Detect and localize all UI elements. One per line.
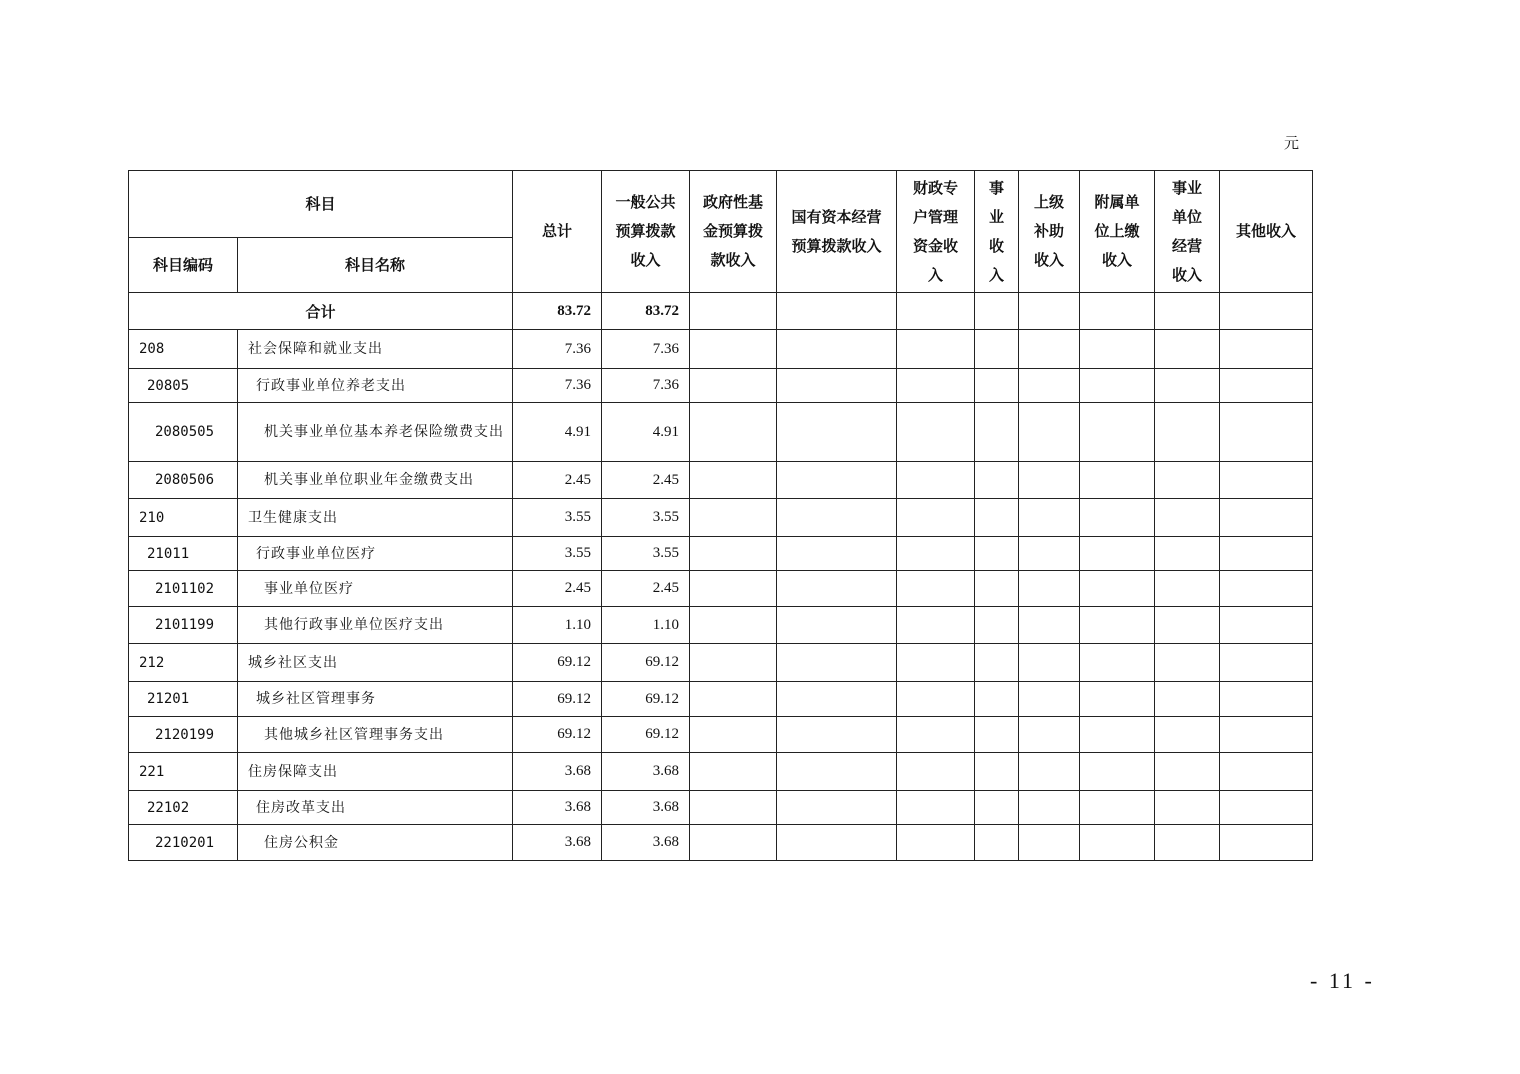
empty-cell — [777, 682, 897, 717]
row-code: 2080506 — [129, 462, 238, 499]
row-total: 1.10 — [513, 607, 602, 644]
empty-cell — [1080, 825, 1155, 861]
empty-cell — [1155, 791, 1220, 825]
row-code: 221 — [129, 753, 238, 791]
page-number: - 11 - — [1310, 968, 1375, 993]
empty-cell — [1155, 537, 1220, 571]
empty-cell — [690, 607, 777, 644]
empty-cell — [777, 537, 897, 571]
empty-cell — [975, 644, 1019, 682]
total-total: 83.72 — [513, 293, 602, 330]
total-row — [129, 293, 1313, 330]
empty-cell — [1019, 499, 1080, 537]
row-name: 机关事业单位职业年金缴费支出 — [238, 462, 513, 499]
empty-cell — [975, 791, 1019, 825]
empty-cell — [690, 717, 777, 753]
empty-cell — [1019, 537, 1080, 571]
empty-cell — [690, 403, 777, 462]
row-general: 3.55 — [602, 499, 690, 537]
row-total: 3.68 — [513, 753, 602, 791]
empty-cell — [1155, 753, 1220, 791]
empty-cell — [897, 644, 975, 682]
empty-cell — [690, 462, 777, 499]
row-name: 其他行政事业单位医疗支出 — [238, 607, 513, 644]
empty-cell — [1220, 717, 1313, 753]
row-general: 2.45 — [602, 462, 690, 499]
header-fiscal-account: 财政专户管理资金收入 — [897, 171, 975, 293]
empty-cell — [1220, 499, 1313, 537]
header-general-budget: 一般公共预算拨款收入 — [602, 171, 690, 293]
unit-label: 元 — [1284, 134, 1300, 152]
empty-cell — [1080, 791, 1155, 825]
row-general: 2.45 — [602, 571, 690, 607]
empty-cell — [897, 791, 975, 825]
empty-cell — [1155, 717, 1220, 753]
empty-cell — [897, 753, 975, 791]
empty-cell — [777, 825, 897, 861]
table-row — [129, 403, 1313, 462]
row-total: 3.55 — [513, 537, 602, 571]
row-total: 3.68 — [513, 825, 602, 861]
row-total: 4.91 — [513, 403, 602, 462]
empty-cell — [897, 462, 975, 499]
empty-cell — [1080, 537, 1155, 571]
empty-cell — [777, 791, 897, 825]
empty-cell — [897, 717, 975, 753]
row-code: 2080505 — [129, 403, 238, 462]
empty-cell — [1019, 571, 1080, 607]
empty-cell — [1019, 330, 1080, 369]
empty-cell — [1155, 682, 1220, 717]
row-name: 社会保障和就业支出 — [238, 330, 513, 369]
row-code: 2101102 — [129, 571, 238, 607]
row-total: 69.12 — [513, 644, 602, 682]
table-row — [129, 791, 1313, 825]
table-row — [129, 571, 1313, 607]
table-row — [129, 644, 1313, 682]
empty-cell — [897, 607, 975, 644]
empty-cell — [1220, 825, 1313, 861]
table-row — [129, 330, 1313, 369]
empty-cell — [1080, 571, 1155, 607]
row-general: 7.36 — [602, 369, 690, 403]
empty-cell — [975, 330, 1019, 369]
empty-cell — [897, 682, 975, 717]
row-name: 行政事业单位医疗 — [238, 537, 513, 571]
row-name: 住房改革支出 — [238, 791, 513, 825]
total-label: 合计 — [129, 293, 513, 330]
empty-cell — [1220, 791, 1313, 825]
table-row — [129, 682, 1313, 717]
header-business: 事业收入 — [975, 171, 1019, 293]
row-total: 7.36 — [513, 330, 602, 369]
empty-cell — [897, 825, 975, 861]
empty-cell — [1155, 825, 1220, 861]
empty-cell — [1220, 571, 1313, 607]
empty-cell — [975, 682, 1019, 717]
row-name: 住房保障支出 — [238, 753, 513, 791]
empty-cell — [1019, 607, 1080, 644]
empty-cell — [1019, 462, 1080, 499]
table-row — [129, 825, 1313, 861]
row-code: 22102 — [129, 791, 238, 825]
empty-cell — [777, 571, 897, 607]
empty-cell — [975, 537, 1019, 571]
empty-cell — [1080, 607, 1155, 644]
empty-cell — [1080, 499, 1155, 537]
row-code: 208 — [129, 330, 238, 369]
row-code: 2120199 — [129, 717, 238, 753]
row-name: 其他城乡社区管理事务支出 — [238, 717, 513, 753]
header-total: 总计 — [513, 171, 602, 293]
empty-cell — [1220, 330, 1313, 369]
empty-cell — [1080, 753, 1155, 791]
empty-cell — [1220, 403, 1313, 462]
empty-cell — [1155, 403, 1220, 462]
empty-cell — [1155, 462, 1220, 499]
row-code: 20805 — [129, 369, 238, 403]
row-name: 机关事业单位基本养老保险缴费支出 — [238, 403, 513, 462]
row-code: 2210201 — [129, 825, 238, 861]
row-name: 住房公积金 — [238, 825, 513, 861]
row-name: 行政事业单位养老支出 — [238, 369, 513, 403]
row-total: 69.12 — [513, 682, 602, 717]
empty-cell — [777, 717, 897, 753]
empty-cell — [1220, 644, 1313, 682]
row-code: 21011 — [129, 537, 238, 571]
empty-cell — [1155, 571, 1220, 607]
empty-cell — [690, 369, 777, 403]
empty-cell — [1080, 644, 1155, 682]
row-general: 69.12 — [602, 682, 690, 717]
empty-cell — [975, 717, 1019, 753]
empty-cell — [777, 330, 897, 369]
empty-cell — [1019, 403, 1080, 462]
empty-cell — [1080, 462, 1155, 499]
empty-cell — [1019, 753, 1080, 791]
empty-cell — [975, 462, 1019, 499]
row-general: 4.91 — [602, 403, 690, 462]
empty-cell — [1220, 462, 1313, 499]
table-row — [129, 462, 1313, 499]
header-superior-subsidy: 上级补助收入 — [1019, 171, 1080, 293]
row-general: 3.68 — [602, 791, 690, 825]
row-general: 3.68 — [602, 825, 690, 861]
row-total: 7.36 — [513, 369, 602, 403]
row-general: 3.55 — [602, 537, 690, 571]
empty-cell — [690, 644, 777, 682]
empty-cell — [1019, 825, 1080, 861]
table-row — [129, 369, 1313, 403]
empty-cell — [777, 753, 897, 791]
empty-cell — [975, 499, 1019, 537]
row-name: 卫生健康支出 — [238, 499, 513, 537]
empty-cell — [690, 825, 777, 861]
empty-cell — [1080, 330, 1155, 369]
empty-cell — [777, 644, 897, 682]
empty-cell — [897, 537, 975, 571]
row-code: 210 — [129, 499, 238, 537]
header-name: 科目名称 — [238, 238, 513, 293]
empty-cell — [1220, 369, 1313, 403]
empty-cell — [1220, 753, 1313, 791]
empty-cell — [690, 753, 777, 791]
row-code: 21201 — [129, 682, 238, 717]
header-subject: 科目 — [129, 171, 513, 238]
empty-cell — [1155, 607, 1220, 644]
empty-cell — [1155, 499, 1220, 537]
row-name: 城乡社区支出 — [238, 644, 513, 682]
empty-cell — [897, 330, 975, 369]
empty-cell — [690, 537, 777, 571]
row-general: 69.12 — [602, 717, 690, 753]
empty-cell — [975, 825, 1019, 861]
empty-cell — [1080, 682, 1155, 717]
header-code: 科目编码 — [129, 238, 238, 293]
empty-cell — [1220, 537, 1313, 571]
empty-cell — [1155, 330, 1220, 369]
header-state-capital: 国有资本经营预算拨款收入 — [777, 171, 897, 293]
empty-cell — [690, 571, 777, 607]
empty-cell — [690, 330, 777, 369]
row-total: 3.68 — [513, 791, 602, 825]
row-total: 2.45 — [513, 571, 602, 607]
empty-cell — [897, 571, 975, 607]
header-affiliated: 附属单位上缴收入 — [1080, 171, 1155, 293]
row-total: 69.12 — [513, 717, 602, 753]
total-general: 83.72 — [602, 293, 690, 330]
empty-cell — [897, 499, 975, 537]
empty-cell — [975, 753, 1019, 791]
row-general: 7.36 — [602, 330, 690, 369]
empty-cell — [897, 369, 975, 403]
header-business-ops: 事业单位经营收入 — [1155, 171, 1220, 293]
empty-cell — [1019, 682, 1080, 717]
table-row — [129, 753, 1313, 791]
table-row — [129, 499, 1313, 537]
row-general: 69.12 — [602, 644, 690, 682]
empty-cell — [1019, 644, 1080, 682]
table-row — [129, 537, 1313, 571]
empty-cell — [1220, 607, 1313, 644]
table-row — [129, 607, 1313, 644]
row-total: 3.55 — [513, 499, 602, 537]
empty-cell — [1019, 717, 1080, 753]
empty-cell — [1080, 717, 1155, 753]
empty-cell — [975, 571, 1019, 607]
empty-cell — [777, 369, 897, 403]
empty-cell — [1019, 369, 1080, 403]
row-name: 城乡社区管理事务 — [238, 682, 513, 717]
budget-income-table — [128, 170, 1313, 861]
row-general: 1.10 — [602, 607, 690, 644]
empty-cell — [777, 462, 897, 499]
row-code: 2101199 — [129, 607, 238, 644]
empty-cell — [975, 607, 1019, 644]
row-name: 事业单位医疗 — [238, 571, 513, 607]
table-row — [129, 717, 1313, 753]
row-code: 212 — [129, 644, 238, 682]
row-general: 3.68 — [602, 753, 690, 791]
empty-cell — [690, 499, 777, 537]
header-gov-fund: 政府性基金预算拨款收入 — [690, 171, 777, 293]
empty-cell — [690, 682, 777, 717]
row-total: 2.45 — [513, 462, 602, 499]
empty-cell — [1080, 403, 1155, 462]
empty-cell — [1080, 369, 1155, 403]
empty-cell — [690, 791, 777, 825]
empty-cell — [1220, 682, 1313, 717]
empty-cell — [777, 607, 897, 644]
header-other: 其他收入 — [1220, 171, 1313, 293]
empty-cell — [975, 369, 1019, 403]
empty-cell — [777, 499, 897, 537]
empty-cell — [1019, 791, 1080, 825]
empty-cell — [897, 403, 975, 462]
empty-cell — [975, 403, 1019, 462]
empty-cell — [1155, 369, 1220, 403]
empty-cell — [1155, 644, 1220, 682]
empty-cell — [777, 403, 897, 462]
